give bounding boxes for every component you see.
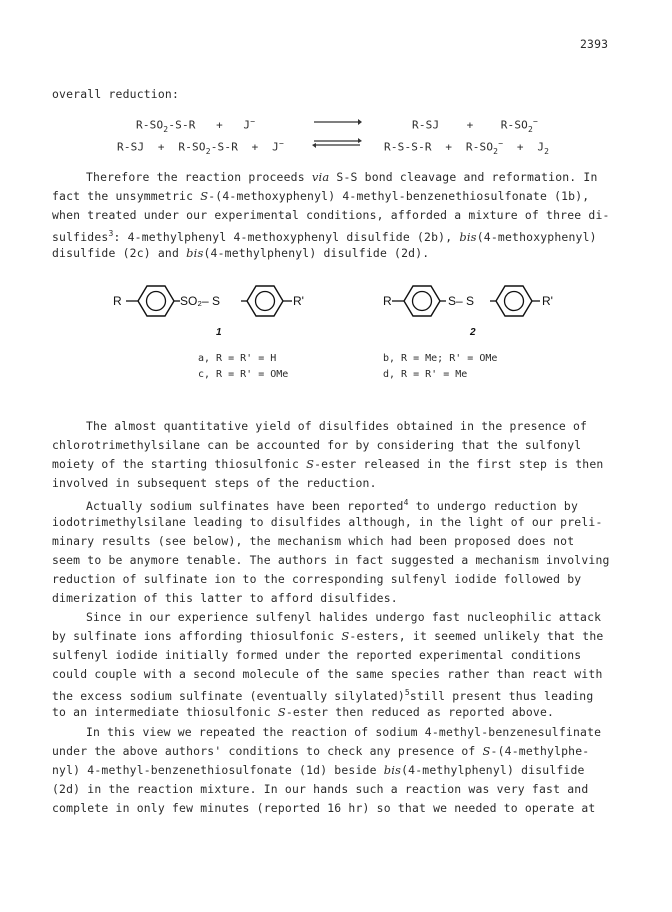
para1-line5: disulfide (2c) and bis(4-methylphenyl) disulfide (2d). <box>52 246 430 260</box>
structure-2-r-prime: R' <box>542 294 553 308</box>
para4-line2: by sulfinate ions affording thiosulfonic S-esters, it seemed unlikely that the <box>52 629 604 643</box>
para3-line4: seem to be anymore tenable. The authors in fact suggested a mechanism involving <box>52 553 610 567</box>
equilibrium-arrow-icon <box>312 138 362 148</box>
para4-line3: sulfenyl iodide initially formed under the reported experimental conditions <box>52 648 582 662</box>
structure-2-link: S– S <box>448 294 475 308</box>
intro-line: overall reduction: <box>52 87 180 101</box>
equation-2-right: $R-S-S-R + R-SO_2^- + J_2$ <box>384 139 550 156</box>
para1-line2: fact the unsymmetric S-(4-methoxyphenyl) 4-methyl-benzenethiosulfonate (1b), <box>52 189 590 203</box>
para2-line2: chlorotrimethylsilane can be accounted for by considering that the sulfonyl <box>52 438 582 452</box>
para4-line4: could couple with a second molecule of the same species rather than react with <box>52 667 603 681</box>
key-b: b, R = Me; R' = OMe <box>383 353 498 364</box>
para4-line5: the excess sodium sulfinate (eventually silylated)$^5$still present thus leading <box>52 688 594 703</box>
para2-line1: The almost quantitative yield of disulfides obtained in the presence of <box>86 419 588 433</box>
equation-2-left: $R-SJ + R-SO_2-S-R + J^-$ <box>117 139 284 156</box>
structure-1-r: R <box>113 294 122 308</box>
para3-line2: iodotrimethylsilane leading to disulfides although, in the light of our preli- <box>52 515 603 529</box>
para4-line1: Since in our experience sulfenyl halides undergo fast nucleophilic attack <box>86 610 602 624</box>
key-c: c, R = R' = OMe <box>198 369 289 380</box>
forward-arrow-icon <box>312 118 362 126</box>
para5-line1: In this view we repeated the reaction of sodium 4-methyl-benzenesulfinate <box>86 725 602 739</box>
equation-1-right: R-SJ + $R-SO_2^-$ <box>412 117 539 134</box>
page-number: 2393 <box>580 37 609 51</box>
para5-line5: complete in only few minutes (reported 16 hr) so that we needed to operate at <box>52 801 596 815</box>
para5-line2: under the above authors' conditions to check any presence of S-(4-methylphe- <box>52 744 590 758</box>
para3-line5: reduction of sulfinate ion to the corresponding sulfenyl iodide followed by <box>52 572 582 586</box>
para4-line6: to an intermediate thiosulfonic S-ester then reduced as reported above. <box>52 705 555 719</box>
para3-line3: minary results (see below), the mechanism which had been proposed does not <box>52 534 575 548</box>
structure-1-number: 1 <box>216 327 222 338</box>
para3-line6: dimerization of this latter to afford disulfides. <box>52 591 398 605</box>
key-a: a, R = R' = H <box>198 353 277 364</box>
para5-line4: (2d) in the reaction mixture. In our hands such a reaction was very fast and <box>52 782 589 796</box>
structure-2-number: 2 <box>470 327 476 338</box>
key-d: d, R = R' = Me <box>383 369 468 380</box>
structure-1-link: SO₂– S <box>180 294 221 308</box>
para1-line1: Therefore the reaction proceeds via S-S bond cleavage and reformation. In <box>86 170 598 184</box>
structure-1-r-prime: R' <box>293 294 304 308</box>
para3-line1: Actually sodium sulfinates have been reported$^4$ to undergo reduction by <box>86 498 579 513</box>
structure-2-r: R <box>383 294 392 308</box>
para2-line3: moiety of the starting thiosulfonic S-ester released in the first step is then <box>52 457 604 471</box>
para1-line4: sulfides$^3$: 4-methylphenyl 4-methoxyphenyl disulfide (2b), bis(4-methoxyphenyl) <box>52 229 597 244</box>
para2-line4: involved in subsequent steps of the reduction. <box>52 476 377 490</box>
para1-line3: when treated under our experimental conditions, afforded a mixture of three di- <box>52 208 610 222</box>
equation-1-left: $R-SO_2-S-R + J^-$ <box>136 117 256 134</box>
para5-line3: nyl) 4-methyl-benzenethiosulfonate (1d) beside bis(4-methylphenyl) disulfide <box>52 763 585 777</box>
